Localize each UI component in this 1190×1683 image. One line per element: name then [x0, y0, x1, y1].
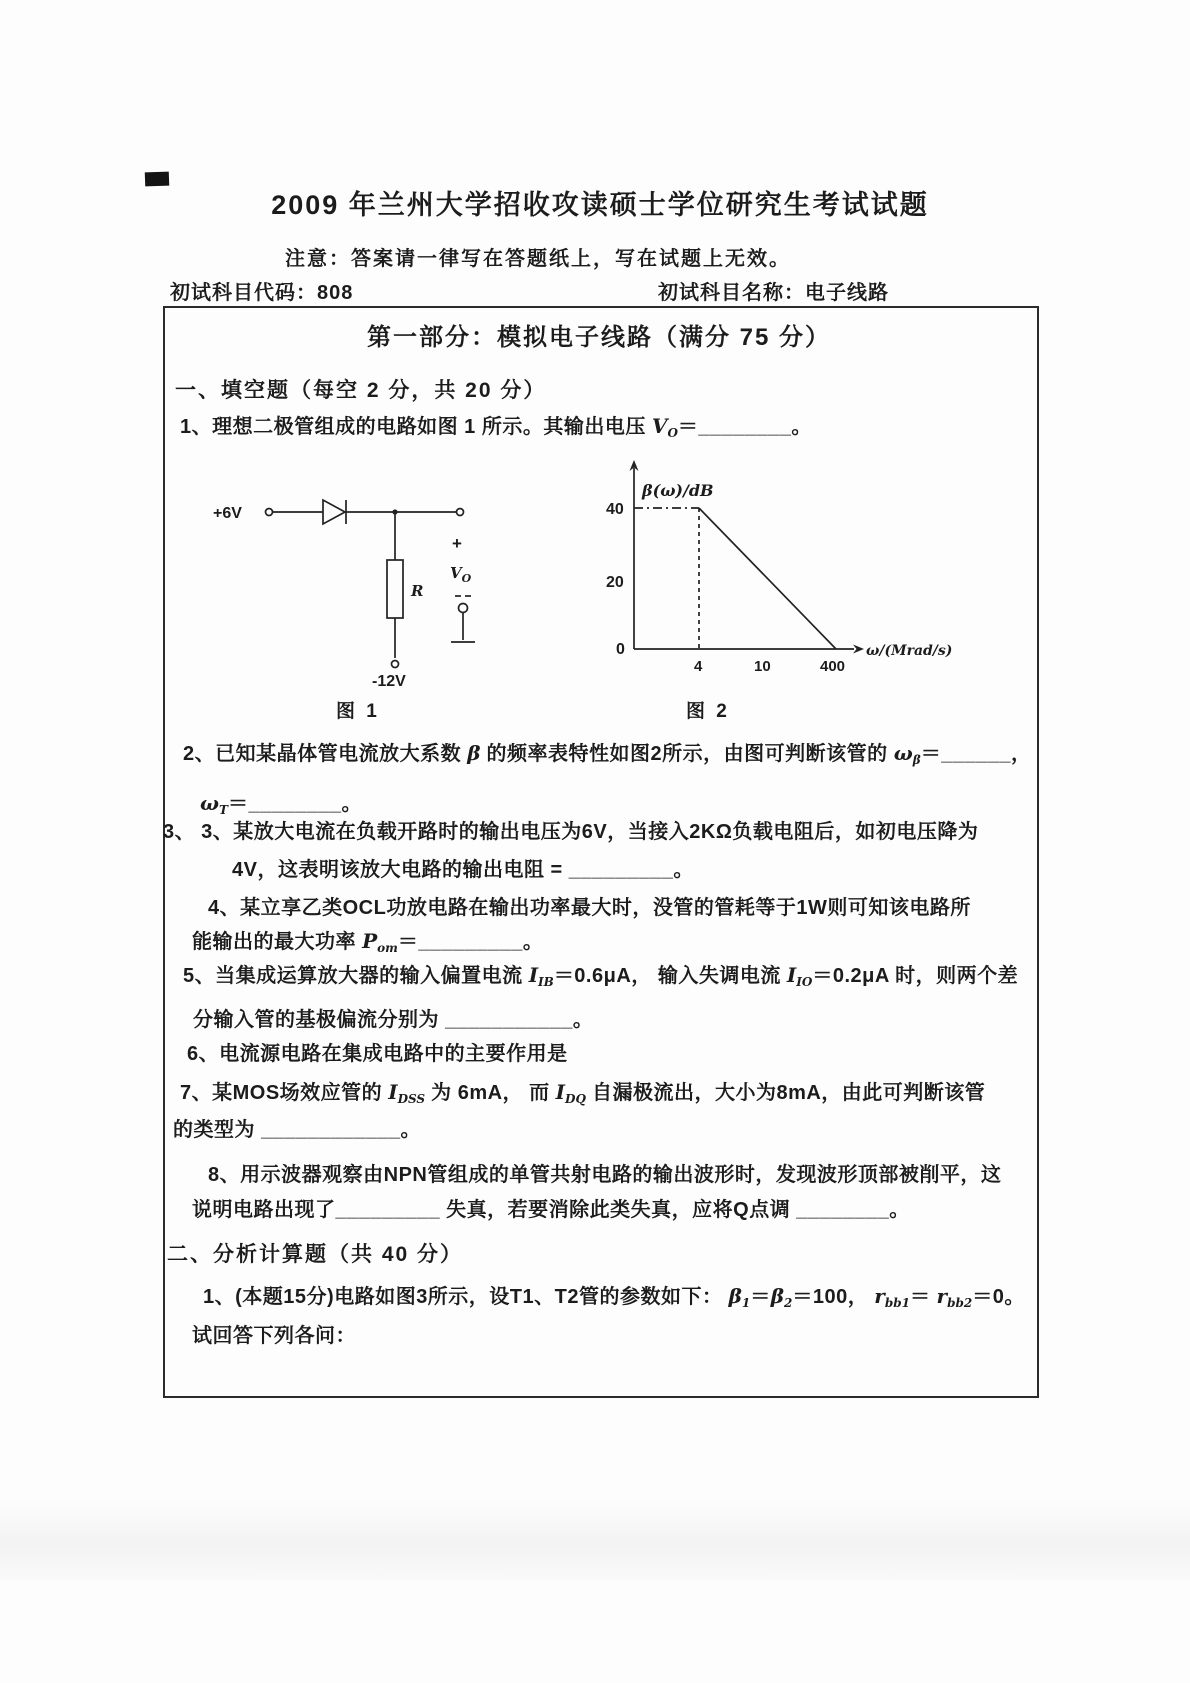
- minus-12v-label: -12V: [372, 673, 406, 690]
- question-2-line-1: 2、已知某晶体管电流放大系数 β 的频率表特性如图2所示，由图可判断该管的 $\omega_\beta=\_\_\_\_\_\_$，: [183, 741, 1032, 767]
- y-axis-label: β(ω)/dB: [642, 481, 714, 500]
- figure1-caption: 图 1: [336, 701, 380, 722]
- question-7-line-1: 7、某MOS场效应管的 $I_{DSS}$ 为 6mA， 而 $I_{DQ}$ 自漏极流出，大小为8mA，由此可判断该管: [180, 1080, 986, 1106]
- section1-heading: 一、填空题（每空 2 分，共 20 分）: [175, 379, 547, 402]
- diode-icon: [323, 500, 345, 524]
- rolloff-segment: [699, 508, 836, 649]
- question-4-line-1: 4、某立享乙类OCL功放电路在输出功率最大时，没管的管耗等于1W则可知该电路所: [208, 897, 971, 919]
- section2-question-1-line-1: 1、(本题15分)电路如图3所示，设T1、T2管的参数如下： $\beta_1=\beta_2=100$， $r_{bb1}= r_{bb2}=0$。: [203, 1284, 1025, 1310]
- question-2-line-2: $\omega_T=\_\_\_\_\_\_\_\_$。: [200, 791, 362, 817]
- y-tick-0: 0: [616, 641, 625, 658]
- x-tick-4: 4: [694, 658, 703, 675]
- resistor-label: R: [411, 582, 424, 600]
- notice-text: 注意：答案请一律写在答题纸上，写在试题上无效。: [285, 248, 791, 270]
- x-axis-arrow-icon: [853, 645, 864, 654]
- x-tick-10: 10: [754, 658, 771, 675]
- output-plus-label: +: [452, 534, 462, 553]
- question-5-line-1: 5、当集成运算放大器的输入偏置电流 $I_{IB}=0.6\mu A$， 输入失调电流 $I_{IO}=0.2\mu A$ 时，则两个差: [183, 963, 1019, 989]
- x-axis-label: ω/(Mrad/s): [866, 643, 953, 659]
- question-7-line-2: 的类型为 ____________。: [173, 1119, 422, 1141]
- junction-dot: [392, 509, 397, 514]
- section2-question-1-line-2: 试回答下列各问：: [192, 1325, 356, 1347]
- subject-name: 初试科目名称：电子线路: [658, 282, 889, 304]
- resistor-icon: [387, 560, 403, 618]
- question-3-line-2: 4V，这表明该放大电路的输出电阻 = _________。: [232, 859, 694, 881]
- question-6: 6、电流源电路在集成电路中的主要作用是: [187, 1043, 568, 1065]
- x-tick-400: 400: [820, 658, 846, 675]
- section2-heading: 二、分析计算题（共 40 分）: [167, 1243, 464, 1266]
- y-tick-20: 20: [606, 574, 624, 591]
- input-terminal-icon: [266, 509, 273, 516]
- figure2-bode-plot: [596, 448, 1000, 696]
- question-5-line-2: 分输入管的基极偏流分别为 ___________。: [193, 1009, 594, 1031]
- plus-6v-label: +6V: [213, 505, 242, 522]
- question-3-line-1: 3、 3、某放大电流在负载开路时的输出电压为6V，当接入2KΩ负载电阻后，如初电压降为: [163, 821, 979, 843]
- neg-supply-terminal-icon: [392, 661, 399, 668]
- figure1-circuit-diagram: [205, 456, 485, 690]
- scan-shading: [0, 1500, 1190, 1580]
- subject-code: 初试科目代码：808: [170, 282, 354, 304]
- output-terminal-icon: [457, 509, 464, 516]
- question-1: 1、理想二极管组成的电路如图 1 所示。其输出电压 $V_O=\_\_\_\_\_\_\_\_$。: [180, 414, 812, 440]
- question-8-line-2: 说明电路出现了_________ 失真，若要消除此类失真，应将Q点调 ________。: [192, 1199, 910, 1221]
- question-4-line-2: 能输出的最大功率 $P_{om}=\_\_\_\_\_\_\_\_\_$。: [192, 929, 544, 955]
- output-voltage-label: $V_O$: [450, 564, 472, 585]
- part1-heading: 第一部分：模拟电子线路（满分 75 分）: [366, 324, 832, 351]
- y-tick-40: 40: [606, 501, 624, 518]
- question-8-line-1: 8、用示波器观察由NPN管组成的单管共射电路的输出波形时，发现波形顶部被削平，这: [208, 1164, 1002, 1186]
- page-title: 2009 年兰州大学招收攻读硕士学位研究生考试试题: [271, 190, 929, 220]
- figure2-caption: 图 2: [686, 701, 730, 722]
